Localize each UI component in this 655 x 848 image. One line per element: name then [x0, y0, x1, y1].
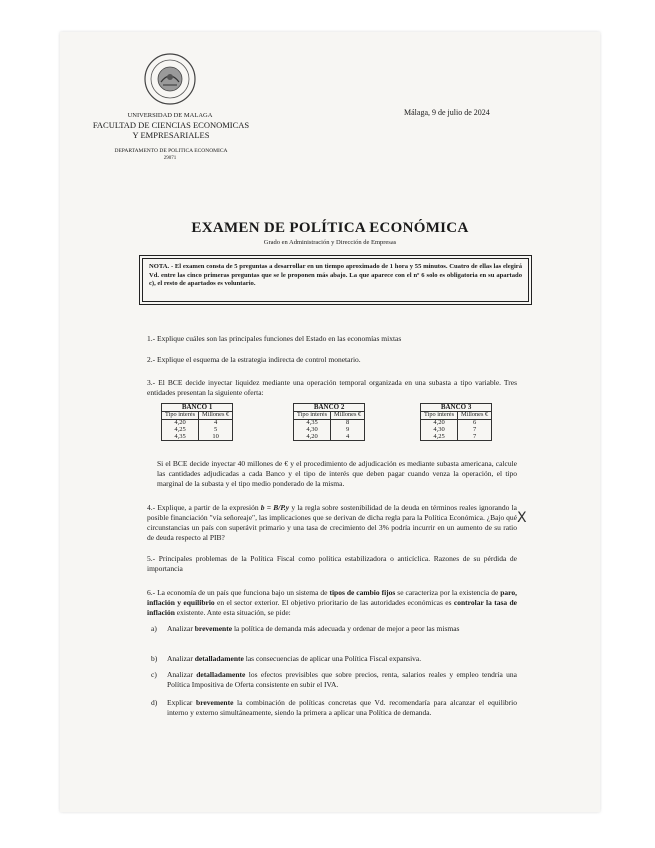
sub-a-text — [167, 624, 517, 634]
question-6-bold-b: tipos de cambio fijos — [329, 588, 396, 597]
bank-3-col-rate: Tipo interés — [421, 412, 458, 420]
sub-b-label: b) — [151, 654, 158, 663]
sub-b-text — [167, 654, 517, 664]
bank-3-rate-2: 4,30 — [421, 427, 458, 434]
bank-2-amount-3: 4 — [331, 434, 365, 441]
sub-d-part1: Explicar — [167, 698, 197, 707]
sub-d-bold: brevemente — [196, 698, 234, 707]
bank-2-amount-1: 8 — [331, 419, 365, 426]
bank-3-rate-3: 4,25 — [421, 434, 458, 441]
bank-3-name: BANCO 3 — [421, 404, 492, 412]
question-6 — [147, 588, 517, 618]
question-6-bold-d: paro, inflación y equilibrio — [147, 588, 518, 607]
bank-1-name: BANCO 1 — [162, 404, 233, 412]
bank-1-amount-1: 4 — [199, 419, 233, 426]
question-1: 1.- Explique cuáles son las principales funciones del Estado en las economías mixtas — [147, 334, 402, 343]
postal-code: 29071 — [163, 156, 177, 161]
sub-c-text — [167, 670, 517, 690]
sub-d-label: d) — [151, 698, 158, 707]
bank-1-table — [161, 403, 261, 441]
handwritten-mark: X — [517, 510, 527, 526]
sub-c-part1: Analizar — [167, 670, 197, 679]
faculty-name-line1: FACULTAD DE CIENCIAS ECONOMICAS — [92, 120, 250, 130]
exam-date: Málaga, 9 de julio de 2024 — [404, 108, 490, 117]
sub-a-label: a) — [151, 624, 157, 633]
bank-3-col-amount: Millones € — [458, 412, 492, 420]
bank-1-col-amount: Millones € — [199, 412, 233, 420]
question-4-pre: 4.- Explique, a partir de la expresión — [147, 503, 261, 512]
faculty-name-line2: Y EMPRESARIALES — [132, 130, 210, 140]
bank-2-rate-3: 4,20 — [294, 434, 331, 441]
sub-c-label: c) — [151, 670, 157, 679]
bank-3-table — [420, 403, 520, 441]
university-seal-icon — [143, 52, 197, 106]
bank-2-col-amount: Millones € — [331, 412, 365, 420]
sub-c-part2: los efectos previsibles que sobre precios, renta, salarios reales y empleo tendría una Política Impositiva de Oferta consistente en subir el IVA. — [167, 670, 517, 689]
bank-1-amount-3: 10 — [199, 434, 233, 441]
sub-b-bold: detalladamente — [194, 654, 244, 663]
sub-b-part1: Analizar — [167, 654, 195, 663]
exam-title: EXAMEN DE POLÍTICA ECONÓMICA — [191, 220, 469, 236]
exam-subtitle: Grado en Administración y Dirección de Empresas — [263, 239, 397, 246]
question-6-text-e: en el sector exterior. El objetivo prioritario de las autoridades económicas es — [214, 597, 454, 607]
bank-2-table — [293, 403, 393, 441]
bank-1-rate-1: 4,20 — [162, 419, 199, 426]
question-6-text-g: existente. Ante esta situación, se pide: — [174, 607, 291, 617]
bank-1-rate-3: 4,35 — [162, 434, 199, 441]
bank-2-rate-1: 4,35 — [294, 419, 331, 426]
sub-a-part1: Analizar — [167, 624, 195, 633]
question-2: 2.- Explique el esquema de la estrategia indirecta de control monetario. — [147, 355, 361, 364]
exam-note-box — [142, 258, 529, 302]
bank-1-rate-2: 4,25 — [162, 427, 199, 434]
question-3-continuation: Si el BCE decide inyectar 40 millones de € y el procedimiento de adjudicación es mediante subasta americana, calcule las cantidades adjudicadas a cada Banco y el tipo de interés que deben pagar cuando venza la operación, el tipo marginal de la subasta y el tipo medio ponderado de la misma. — [157, 459, 517, 488]
bank-3-amount-1: 6 — [458, 419, 492, 426]
question-6-text-c: se caracteriza por la existencia de — [395, 588, 501, 597]
question-4-formula: b = B/P.y — [260, 503, 290, 512]
question-4 — [147, 503, 517, 543]
bank-1-amount-2: 5 — [199, 427, 233, 434]
bank-2-col-rate: Tipo interés — [294, 412, 331, 420]
bank-1-col-rate: Tipo interés — [162, 412, 199, 420]
question-5: 5.- Principales problemas de la Política Fiscal como política estabilizadora o anticíclica. Razones de su pérdida de importancia — [147, 554, 517, 573]
question-6-text-a: 6.- La economía de un país que funciona bajo un sistema de — [147, 588, 330, 597]
sub-c-bold: detalladamente — [196, 670, 246, 679]
sub-b-part2: las consecuencias de aplicar una Política Fiscal expansiva. — [243, 654, 422, 663]
question-4-post: y la regla sobre sostenibilidad de la deuda en términos reales ignorando la posible financiación "vía señoreaje", las implicaciones que se derivan de dicha regla para la Política Económica. ¿Bajo qué circunstancias un país con superávit primario y una tasa de crecimiento del 3% podría incurrir en un aumento de su ratio de deuda respecto al PIB? — [147, 503, 517, 542]
question-3: 3.- El BCE decide inyectar liquidez mediante una operación temporal organizada en una subasta a tipo variable. Tres entidades presentan la siguiente oferta: — [147, 378, 517, 397]
bank-3-rate-1: 4,20 — [421, 419, 458, 426]
question-6-bold-f: controlar la tasa de inflación — [147, 597, 517, 617]
sub-d-part2: la combinación de políticas concretas que Vd. recomendaría para alcanzar el equilibrio interno y externo simultáneamente, siendo la primera a aplicar una Política de demanda. — [167, 698, 518, 717]
university-name: UNIVERSIDAD DE MALAGA — [127, 112, 213, 119]
bank-2-amount-2: 9 — [331, 427, 365, 434]
bank-3-amount-3: 7 — [458, 434, 492, 441]
department-name: DEPARTAMENTO DE POLITICA ECONOMICA — [114, 148, 228, 154]
bank-2-rate-2: 4,30 — [294, 427, 331, 434]
sub-d-text — [167, 698, 517, 718]
bank-2-name: BANCO 2 — [294, 404, 365, 412]
sub-a-bold: brevemente — [194, 624, 233, 633]
bank-3-amount-2: 7 — [458, 427, 492, 434]
sub-a-part2: la política de demanda más adecuada y ordenar de mejor a peor las mismas — [232, 624, 460, 633]
exam-note-text: NOTA. - El examen consta de 5 preguntas a desarrollar en un tiempo aproximado de 1 hora y 55 minutos. Cuatro de ellas las elegirá Vd. entre las cinco primeras preguntas que se le proponen más abajo. La que aparece con el nº 6 solo es obligatoria en su apartado c), el resto de apartados es voluntario. — [149, 263, 522, 288]
